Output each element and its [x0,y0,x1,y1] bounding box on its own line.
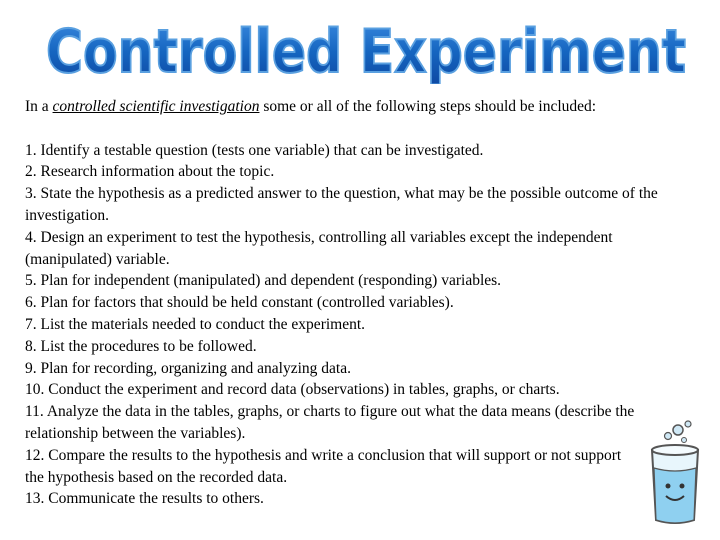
step-item: 13. Communicate the results to others. [25,490,264,508]
step-item: 2. Research information about the topic. [25,163,275,181]
page-title-graphic [0,6,720,84]
step-item: 3. State the hypothesis as a predicted answer to the question, what may be the possible outcome of the investigation. [25,185,658,224]
page-title: Controlled Experiment [46,17,686,84]
intro-text-before: In a [25,98,53,115]
step-item: 9. Plan for recording, organizing and analyzing data. [25,359,351,377]
steps-list [25,140,665,511]
page-title-banner [0,6,720,84]
step-item: 12. Compare the results to the hypothesis and write a conclusion that will support or not support the hypothesis based on the recorded data. [25,446,622,486]
beaker-icon [640,420,710,530]
intro-text-after: some or all of the following steps should be included: [259,98,597,115]
step-item: 1. Identify a testable question (tests one variable) that can be investigated. [25,141,484,159]
step-item: 11. Analyze the data in the tables, graphs, or charts to figure out what the data means (describe the relationship between the variables). [25,403,635,442]
step-item: 4. Design an experiment to test the hypothesis, controlling all variables except the independent (manipulated) variable. [25,228,613,268]
step-item: 7. List the materials needed to conduct the experiment. [25,315,366,333]
intro-paragraph [25,96,665,118]
step-item: 5. Plan for independent (manipulated) and dependent (responding) variables. [25,272,502,290]
document-body [25,96,665,510]
step-item: 6. Plan for factors that should be held constant (controlled variables). [25,294,454,312]
step-item: 10. Conduct the experiment and record data (observations) in tables, graphs, or charts. [25,381,560,399]
intro-emphasis: controlled scientific investigation [52,98,260,115]
step-item: 8. List the procedures to be followed. [25,337,257,355]
